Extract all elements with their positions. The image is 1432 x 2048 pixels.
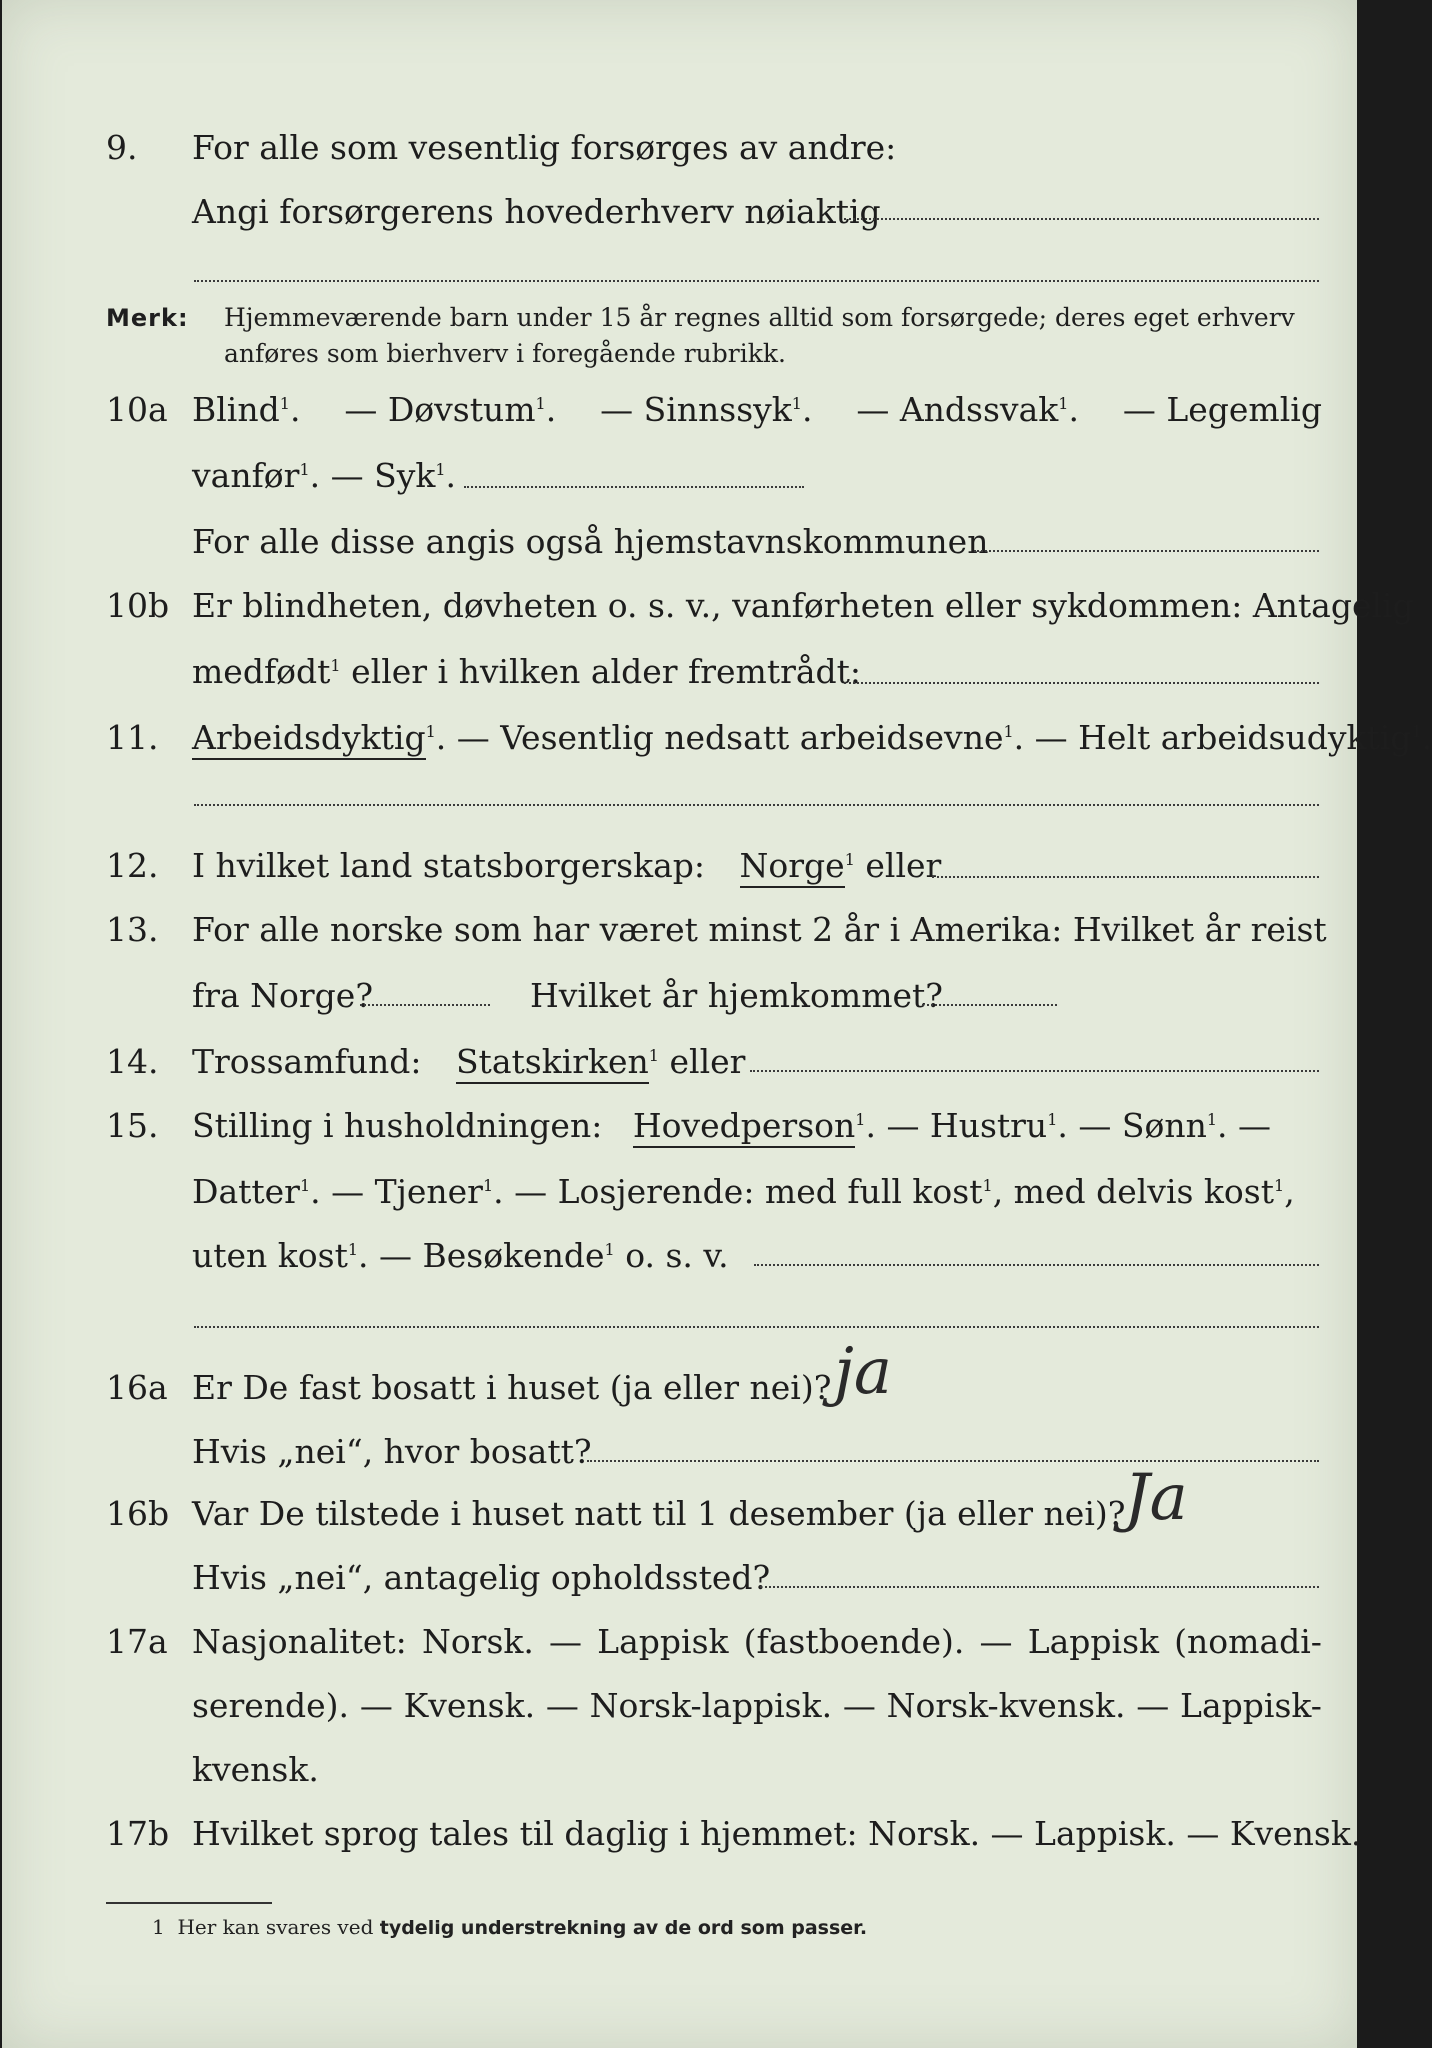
question-number: 9. [106,128,138,167]
option-arbeidsdyktig-underlined: Arbeidsdyktig [192,718,426,760]
question-number: 11. [106,718,159,757]
question-text: Trossamfund: [192,1042,422,1081]
note-text: anføres som bierhverv i foregående rubrikk. [224,339,786,368]
option-datter: Datter [192,1172,300,1211]
option-hovedperson-underlined: Hovedperson [633,1106,855,1148]
option-andssvak: — Andssvak$^1$. [856,390,1079,429]
option-sonn: — Sønn [1078,1106,1207,1145]
question-number: 17a [106,1622,168,1661]
question-text: Hvilket år hjemkommet? [530,976,943,1015]
question-text: Angi forsørgerens hovederhverv nøiaktig [192,192,881,231]
question-number: 13. [106,910,159,949]
footnote-divider [106,1902,272,1904]
answer-line[interactable] [922,1004,1057,1006]
handwritten-answer-ja: Ja [1124,1461,1188,1535]
question-text: Er De fast bosatt i huset (ja eller nei)? [192,1368,832,1407]
question-text: For alle som vesentlig forsørges av andre: [192,128,897,167]
question-text: eller [669,1042,746,1081]
option-medfodt: medfødt [192,652,331,691]
answer-line[interactable] [194,280,1319,282]
question-text: Hvis „nei“, antagelig opholdssted? [192,1558,771,1597]
census-form-page: 9. For alle som vesentlig forsørges av andre: Angi forsørgerens hovederhverv nøiaktig Merk: Hjemmeværende barn under 15 år regnes alltid som forsørgede; deres eget erhverv anføres som bierhverv i foregående rubrikk. 10a Blind$^1$. — Døvstum$^1$. — Sinnssyk$^1$. — Andssvak$^1$. — Legemlig vanfør$^1$. — Syk$^1$. For alle disse angis også hjemstavnskommunen 10b Er blindheten, døvheten o. s. v., vanførheten eller sykdommen: Antagelig medfødt$^1$ eller i hvilken alder fremtrådt: 11. Arbeidsdyktig$^1$. — Vesentlig nedsatt arbeidsevne$^1$. — Helt arbeidsudyktig$^1$. 12. I hvilket land statsborgerskap: Norge$^1$ eller 13. For alle norske som har været minst 2 år i Amerika: Hvilket år reist fra Norge? Hvilket år hjemkommet? 14. Trossamfund: Statskirken$^1$ eller 15. Stilling i husholdningen: Hovedperson$^1$. — Hustru$^1$. — Sønn$^1$. — Datter$^1$. — Tjener$^1$. — Losjerende: med full kost$^1$, med delvis kost$^1$, uten kost$^1$. — Besøkende$^1$ o. s. v. 16a Er De fast bosatt i huset (ja eller nei)? ja Hvis „nei“, hvor bosatt? 16b Var De tilstede i huset natt til 1 desember (ja eller nei)? Ja Hvis „nei“, antagelig opholdssted? 17a Nasjonalitet: Norsk. — Lappisk (fastboende). — Lappisk (nomadi- serende). — Kvensk. — Norsk-lappisk. — Norsk-kvensk. — Lappisk- kvensk. 17b Hvilket sprog tales til daglig i hjemmet: Norsk. — Lappisk. — Kvensk. 1 Her kan svares ved tydelig understrekning av de ord som passer. [2,0,1357,2048]
question-text: Er blindheten, døvheten o. s. v., vanførheten eller sykdommen: Antagelig [192,586,1414,625]
answer-line[interactable] [844,682,1319,684]
option-dovstum: — Døvstum$^1$. [344,390,557,429]
question-number: 16a [106,1368,168,1407]
answer-line[interactable] [974,550,1319,552]
option-udyktig: — Helt arbeidsudyktig [1034,718,1412,757]
question-number: 10b [106,586,170,625]
note-label: Merk: [106,304,189,332]
option-vanfor: vanfør [192,456,300,495]
option-legemlig: — Legemlig [1122,390,1322,429]
question-text: For alle disse angis også hjemstavnskommunen [192,522,989,561]
answer-line[interactable] [754,1264,1319,1266]
question-number: 10a [106,390,168,429]
answer-line[interactable] [587,1460,1319,1462]
question-text: eller [865,846,942,885]
option-statskirken-underlined: Statskirken [456,1042,649,1084]
question-text: Stilling i husholdningen: [192,1106,603,1145]
option-norge-underlined: Norge [740,846,845,888]
question-options [192,390,1322,430]
question-number: 16b [106,1494,170,1533]
answer-line[interactable] [844,218,1319,220]
answer-line[interactable] [194,1326,1319,1328]
note-merk [106,300,1295,368]
answer-line[interactable] [750,1070,1319,1072]
option-tjener: — Tjener [331,1172,483,1211]
question-text: fra Norge? [192,976,374,1015]
question-number: 17b [106,1814,170,1853]
answer-line[interactable] [932,876,1319,878]
option-nedsatt: — Vesentlig nedsatt arbeidsevne [456,718,1004,757]
question-text: kvensk. [192,1750,319,1789]
question-number: 12. [106,846,159,885]
question-options: Nasjonalitet: Norsk. — Lappisk (fastboende). — Lappisk (nomadi- [192,1622,1322,1661]
question-number: 15. [106,1106,159,1145]
footnote-text-bold: tydelig understrekning av de ord som passer. [379,1917,868,1939]
question-options: serende). — Kvensk. — Norsk-lappisk. — Norsk-kvensk. — Lappisk- [192,1686,1322,1725]
option-blind: Blind$^1$. [192,390,301,429]
answer-line[interactable] [760,1586,1319,1588]
question-text: Hvilket sprog tales til daglig i hjemmet: Norsk. — Lappisk. — Kvensk. [192,1814,1362,1853]
question-number: 14. [106,1042,159,1081]
handwritten-answer-ja: ja [834,1335,892,1409]
note-text: Hjemmeværende barn under 15 år regnes alltid som forsørgede; deres eget erhverv [224,303,1295,332]
footnote [152,1915,867,1939]
question-text: o. s. v. [625,1236,729,1275]
question-text: I hvilket land statsborgerskap: [192,846,706,885]
question-text: For alle norske som har været minst 2 år i Amerika: Hvilket år reist [192,910,1327,949]
question-text: Var De tilstede i huset natt til 1 desember (ja eller nei)? [192,1494,1126,1533]
option-syk: — Syk [330,456,436,495]
question-text: Hvis „nei“, hvor bosatt? [192,1432,592,1471]
answer-line[interactable] [194,804,1319,806]
answer-line[interactable] [360,1004,490,1006]
option-uten-kost: uten kost [192,1236,348,1275]
option-sinnssyk: — Sinnssyk$^1$. [600,390,813,429]
footnote-text: Her kan svares ved [177,1915,374,1939]
option-hustru: — Hustru [886,1106,1048,1145]
question-text: eller i hvilken alder fremtrådt: [351,652,862,691]
answer-line[interactable] [464,486,804,488]
option-losjerende: — Losjerende: med full kost [514,1172,983,1211]
option-besokende: — Besøkende [379,1236,605,1275]
footnote-mark: 1 [152,1915,165,1939]
